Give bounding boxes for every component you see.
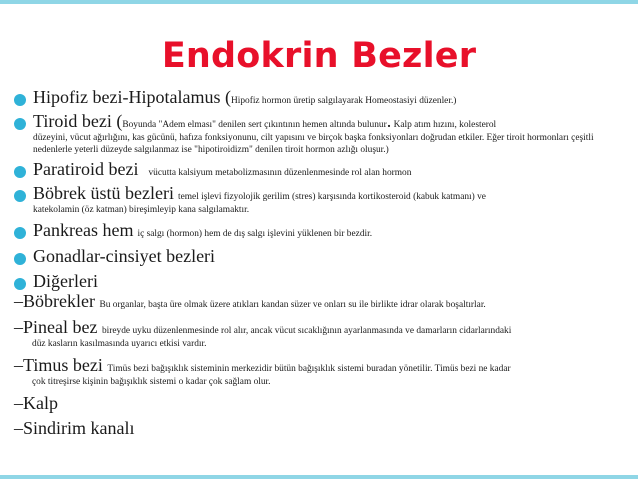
bullet-icon: [14, 118, 26, 130]
list-item: [14, 184, 629, 216]
sub-item: [14, 318, 629, 350]
sub-item: [14, 419, 629, 439]
bullet-icon: [14, 94, 26, 106]
item-heading: Gonadlar-cinsiyet bezleri: [33, 245, 216, 266]
bullet-icon: [14, 227, 26, 239]
sub-item-heading: –Pineal bez: [14, 317, 98, 338]
item-detail: Kalp atım hızını, kolesterol: [391, 119, 497, 130]
sub-item: [14, 394, 629, 414]
top-accent-band: [0, 0, 638, 4]
item-detail: vücutta kalsiyum metabolizmasının düzenlenmesinde rol alan hormon: [148, 168, 412, 179]
item-continuation: katekolamin (öz katman) bireşimleyip kana salgılamaktır.: [33, 204, 250, 215]
item-heading: Pankreas hem: [33, 219, 134, 240]
item-heading: Böbrek üstü bezleri: [33, 182, 174, 203]
bullet-icon: [14, 278, 26, 290]
item-detail: Boyunda "Adem elması" denilen sert çıkıntının hemen altında bulunur: [122, 119, 387, 130]
sub-item: [14, 292, 629, 312]
list-item: [14, 272, 629, 292]
list-item: [14, 112, 629, 156]
bullet-icon: [14, 190, 26, 202]
item-heading: Paratiroid bezi: [33, 159, 139, 180]
bullet-icon: [14, 253, 26, 265]
list-item: [14, 160, 629, 180]
item-detail: Hipofiz hormon üretip salgılayarak Homeostasiyi düzenler.): [230, 96, 457, 106]
sub-item-continuation: çok titreşirse kişinin bağışıklık sistemi o kadar çok sağlam olur.: [32, 376, 271, 387]
bullet-icon: [14, 166, 26, 178]
sub-item-detail: Bu organlar, başta üre olmak üzere atıkları kandan süzer ve onları su ile birlikte idrar olarak boşaltırlar.: [99, 300, 486, 311]
sub-item-detail: Timüs bezi bağışıklık sisteminin merkezidir bütün bağışıklık sistemi buradan yönetilir. Timüs bezi ne kadar: [107, 364, 511, 375]
sub-item-heading: –Böbrekler: [14, 291, 95, 312]
sub-item: [14, 356, 629, 388]
sub-item-continuation: düz kasların kasılmasında uyarıcı etkisi vardır.: [32, 338, 207, 349]
item-dot: .: [386, 110, 392, 131]
item-heading: Hipofiz bezi-Hipotalamus (: [33, 87, 231, 107]
sub-item-detail: bireyde uyku düzenlenmesinde rol alır, ancak vücut sıcaklığının ayarlanmasında ve damarların cidarlarındaki: [101, 326, 512, 337]
bottom-accent-band: [0, 475, 638, 479]
item-heading: Diğerleri: [33, 271, 98, 292]
item-detail: temel işlevi fizyolojik gerilim (stres) karşısında kortikosteroid (kabuk katmanı) ve: [177, 191, 486, 202]
list-item: [14, 88, 629, 108]
list-item: [14, 247, 629, 267]
sub-item-heading: –Kalp: [14, 393, 58, 414]
slide-content: [14, 88, 629, 439]
item-detail: iç salgı (hormon) hem de dış salgı işlevini yüklenen bir bezdir.: [137, 228, 373, 239]
sub-item-heading: –Sindirim kanalı: [14, 417, 135, 438]
item-heading: Tiroid bezi (: [33, 110, 123, 131]
list-item: [14, 221, 629, 241]
slide-title: Endokrin Bezler: [161, 36, 477, 76]
sub-item-heading: –Timus bezi: [14, 355, 103, 376]
item-continuation: düzeyini, vücut ağırlığını, kas gücünü, hafıza fonksiyonunu, cilt yapısını ve birçok başka fonksiyonları doğrudan etkiler. Eğer tiroit hormonları çeşitli nedenlerle yeterli düzeyde salgılanmaz ise "hipotiroidizm" denilen tiroit hormon azlığı oluşur.): [33, 132, 594, 155]
